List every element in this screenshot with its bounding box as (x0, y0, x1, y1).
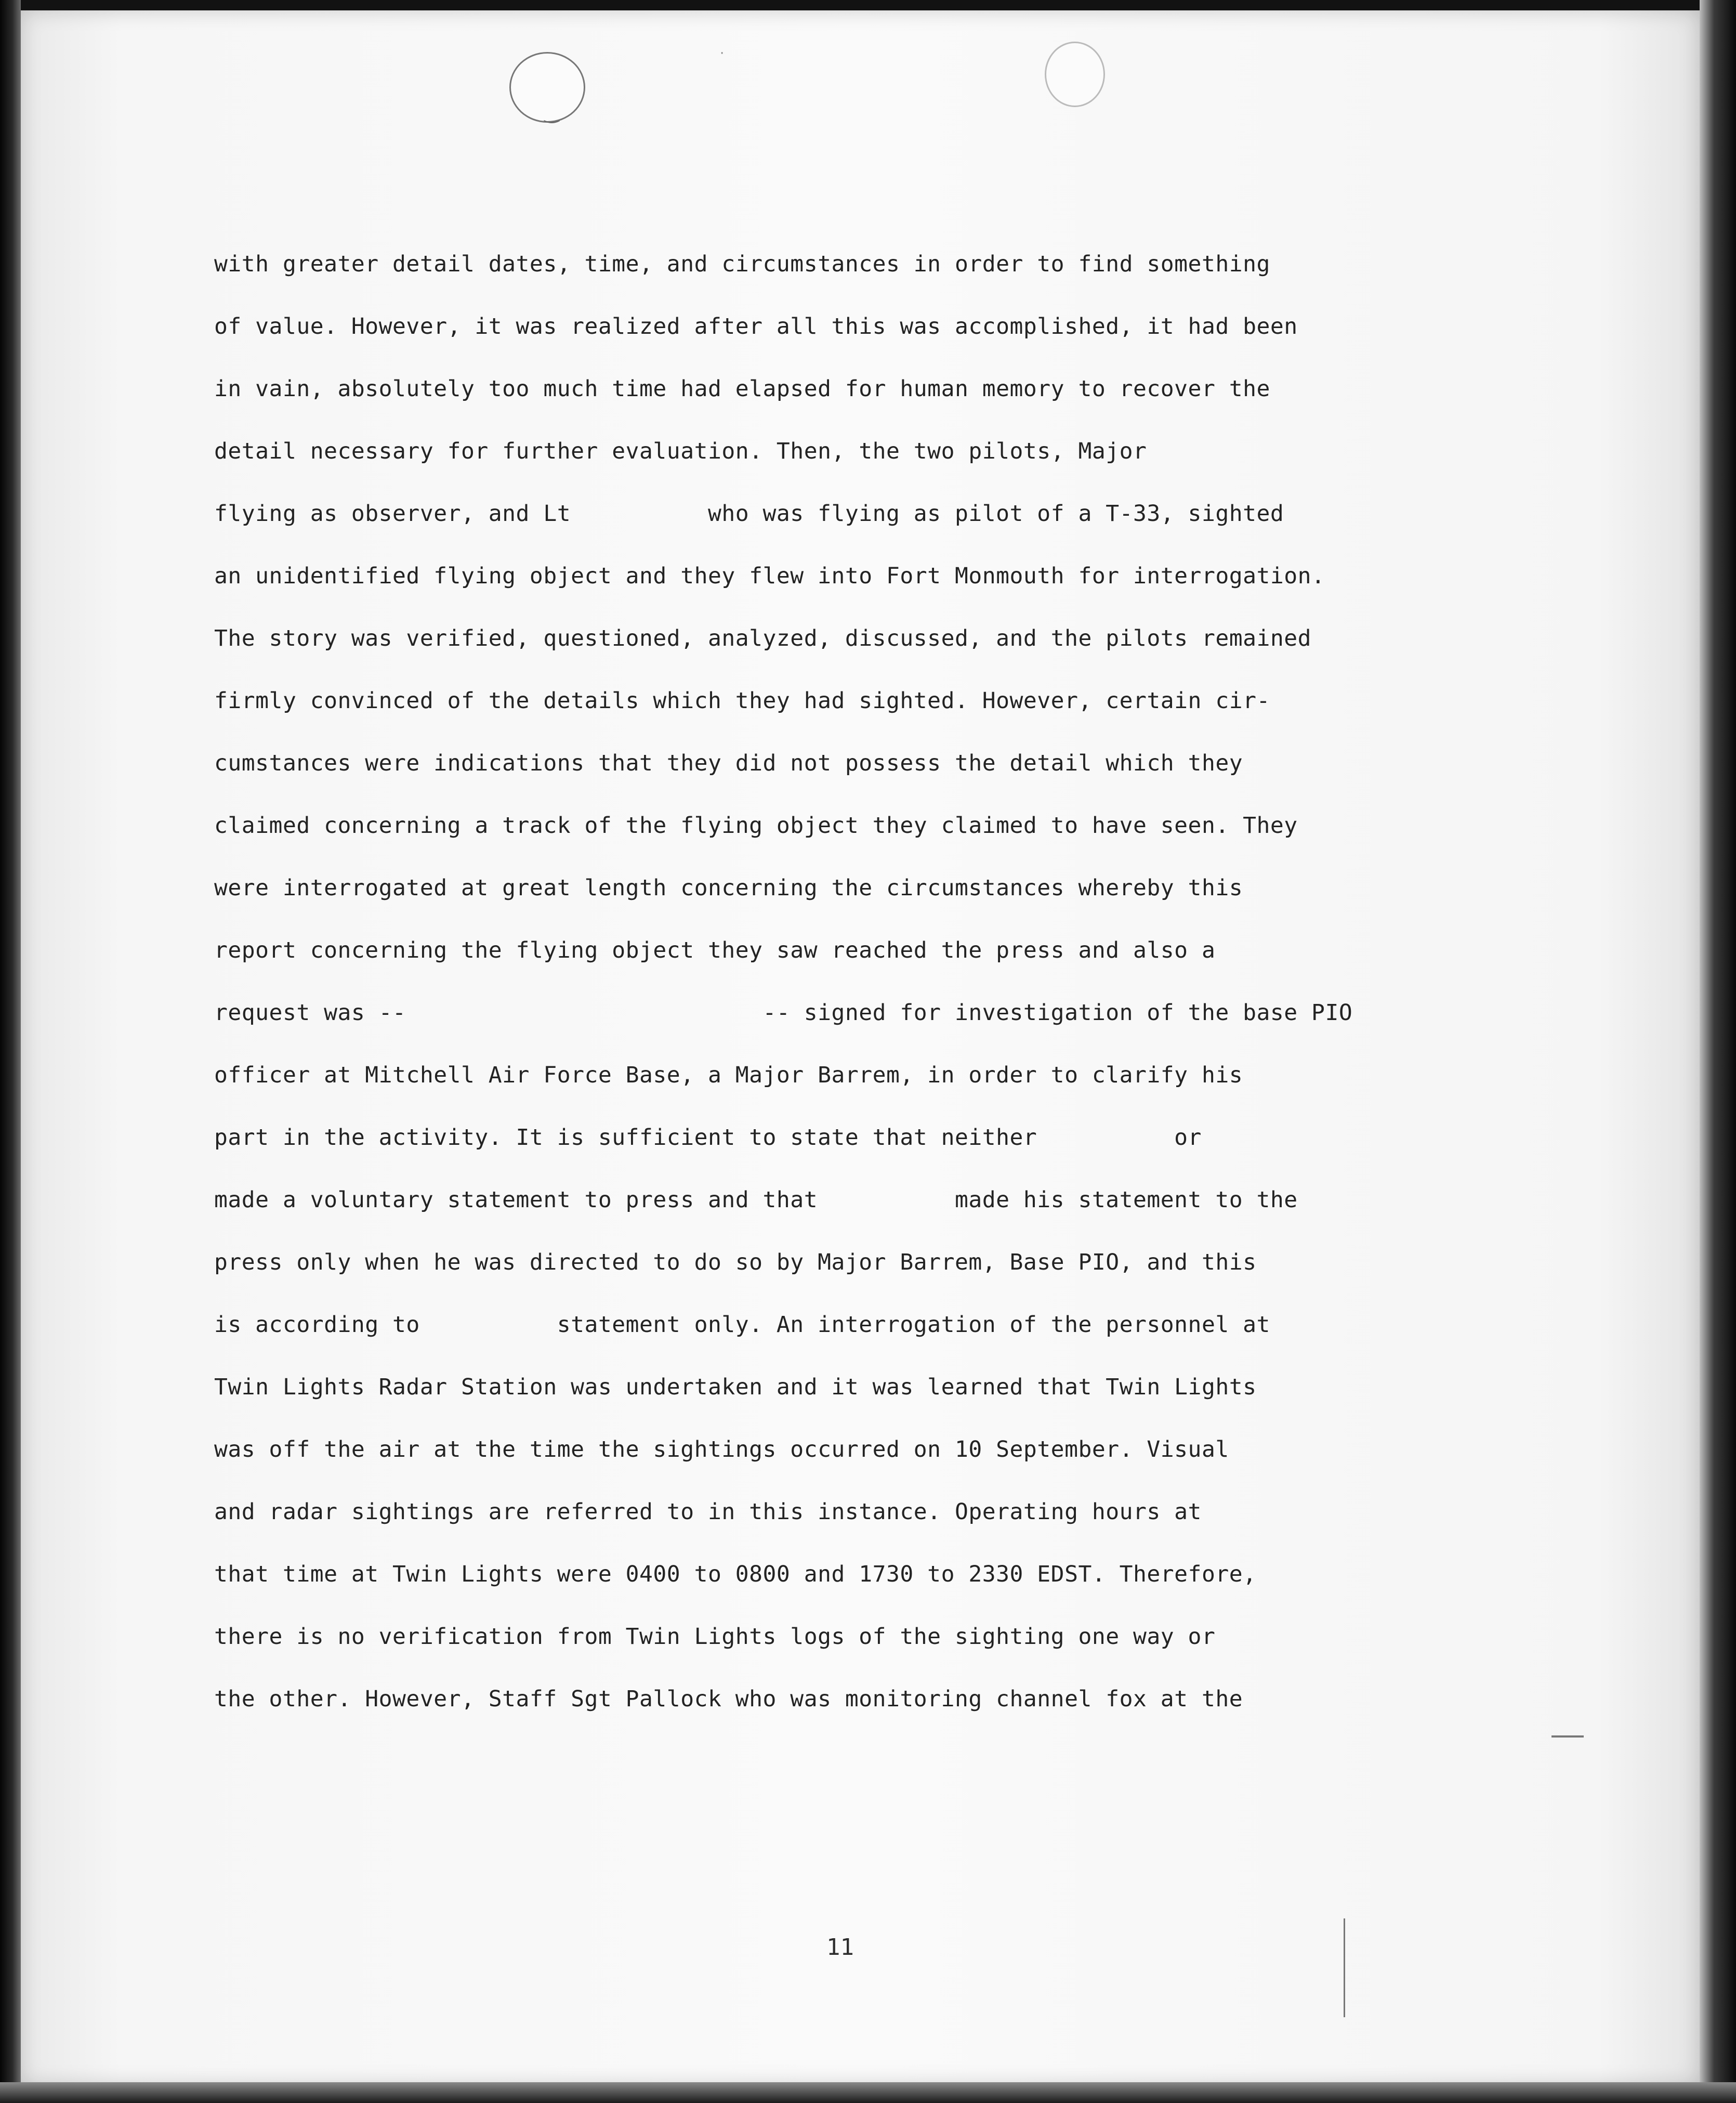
margin-tick (1344, 1918, 1345, 2017)
text-line: part in the activity. It is sufficient to state that neither or (214, 1125, 1202, 1151)
text-line: firmly convinced of the details which they had sighted. However, certain cir- (214, 688, 1270, 714)
scan-bottom-border (0, 2082, 1736, 2103)
text-line: report concerning the flying object they saw reached the press and also a (214, 937, 1216, 963)
text-line: was off the air at the time the sightings occurred on 10 September. Visual (214, 1436, 1229, 1462)
typewritten-body (214, 233, 1524, 1730)
ink-mark-corner: ‿ (545, 103, 559, 124)
text-line: The story was verified, questioned, analyzed, discussed, and the pilots remained (214, 625, 1312, 651)
text-line: in vain, absolutely too much time had elapsed for human memory to recover the (214, 376, 1270, 402)
text-line: detail necessary for further evaluation. Then, the two pilots, Major (214, 438, 1147, 464)
scan-right-border (1700, 0, 1736, 2103)
text-line: Twin Lights Radar Station was undertaken and it was learned that Twin Lights (214, 1374, 1257, 1400)
text-line: is according to statement only. An interrogation of the personnel at (214, 1312, 1270, 1338)
text-line: the other. However, Staff Sgt Pallock who was monitoring channel fox at the (214, 1686, 1243, 1712)
margin-dash (1551, 1735, 1584, 1738)
ink-mark-dot: · (720, 46, 725, 61)
text-line: flying as observer, and Lt who was flying as pilot of a T-33, sighted (214, 501, 1284, 527)
text-line: with greater detail dates, time, and circumstances in order to find something (214, 251, 1270, 277)
text-line: and radar sightings are referred to in this instance. Operating hours at (214, 1499, 1202, 1525)
text-line: request was -- -- signed for investigation of the base PIO (214, 1000, 1353, 1026)
text-line: claimed concerning a track of the flying object they claimed to have seen. They (214, 813, 1298, 839)
text-line: an unidentified flying object and they flew into Fort Monmouth for interrogation. (214, 563, 1325, 589)
scan-left-border (0, 0, 21, 2103)
text-line: of value. However, it was realized after all this was accomplished, it had been (214, 314, 1298, 339)
text-line: there is no verification from Twin Lights logs of the sighting one way or (214, 1624, 1216, 1650)
text-line: press only when he was directed to do so by Major Barrem, Base PIO, and this (214, 1249, 1257, 1275)
text-line: made a voluntary statement to press and that made his statement to the (214, 1187, 1298, 1213)
text-line: cumstances were indications that they did not possess the detail which they (214, 750, 1243, 776)
text-line: were interrogated at great length concerning the circumstances whereby this (214, 875, 1243, 901)
text-line: that time at Twin Lights were 0400 to 0800 and 1730 to 2330 EDST. Therefore, (214, 1561, 1257, 1587)
punch-hole-right (1045, 42, 1105, 107)
page-number: 11 (826, 1934, 854, 1961)
text-line: officer at Mitchell Air Force Base, a Major Barrem, in order to clarify his (214, 1062, 1243, 1088)
